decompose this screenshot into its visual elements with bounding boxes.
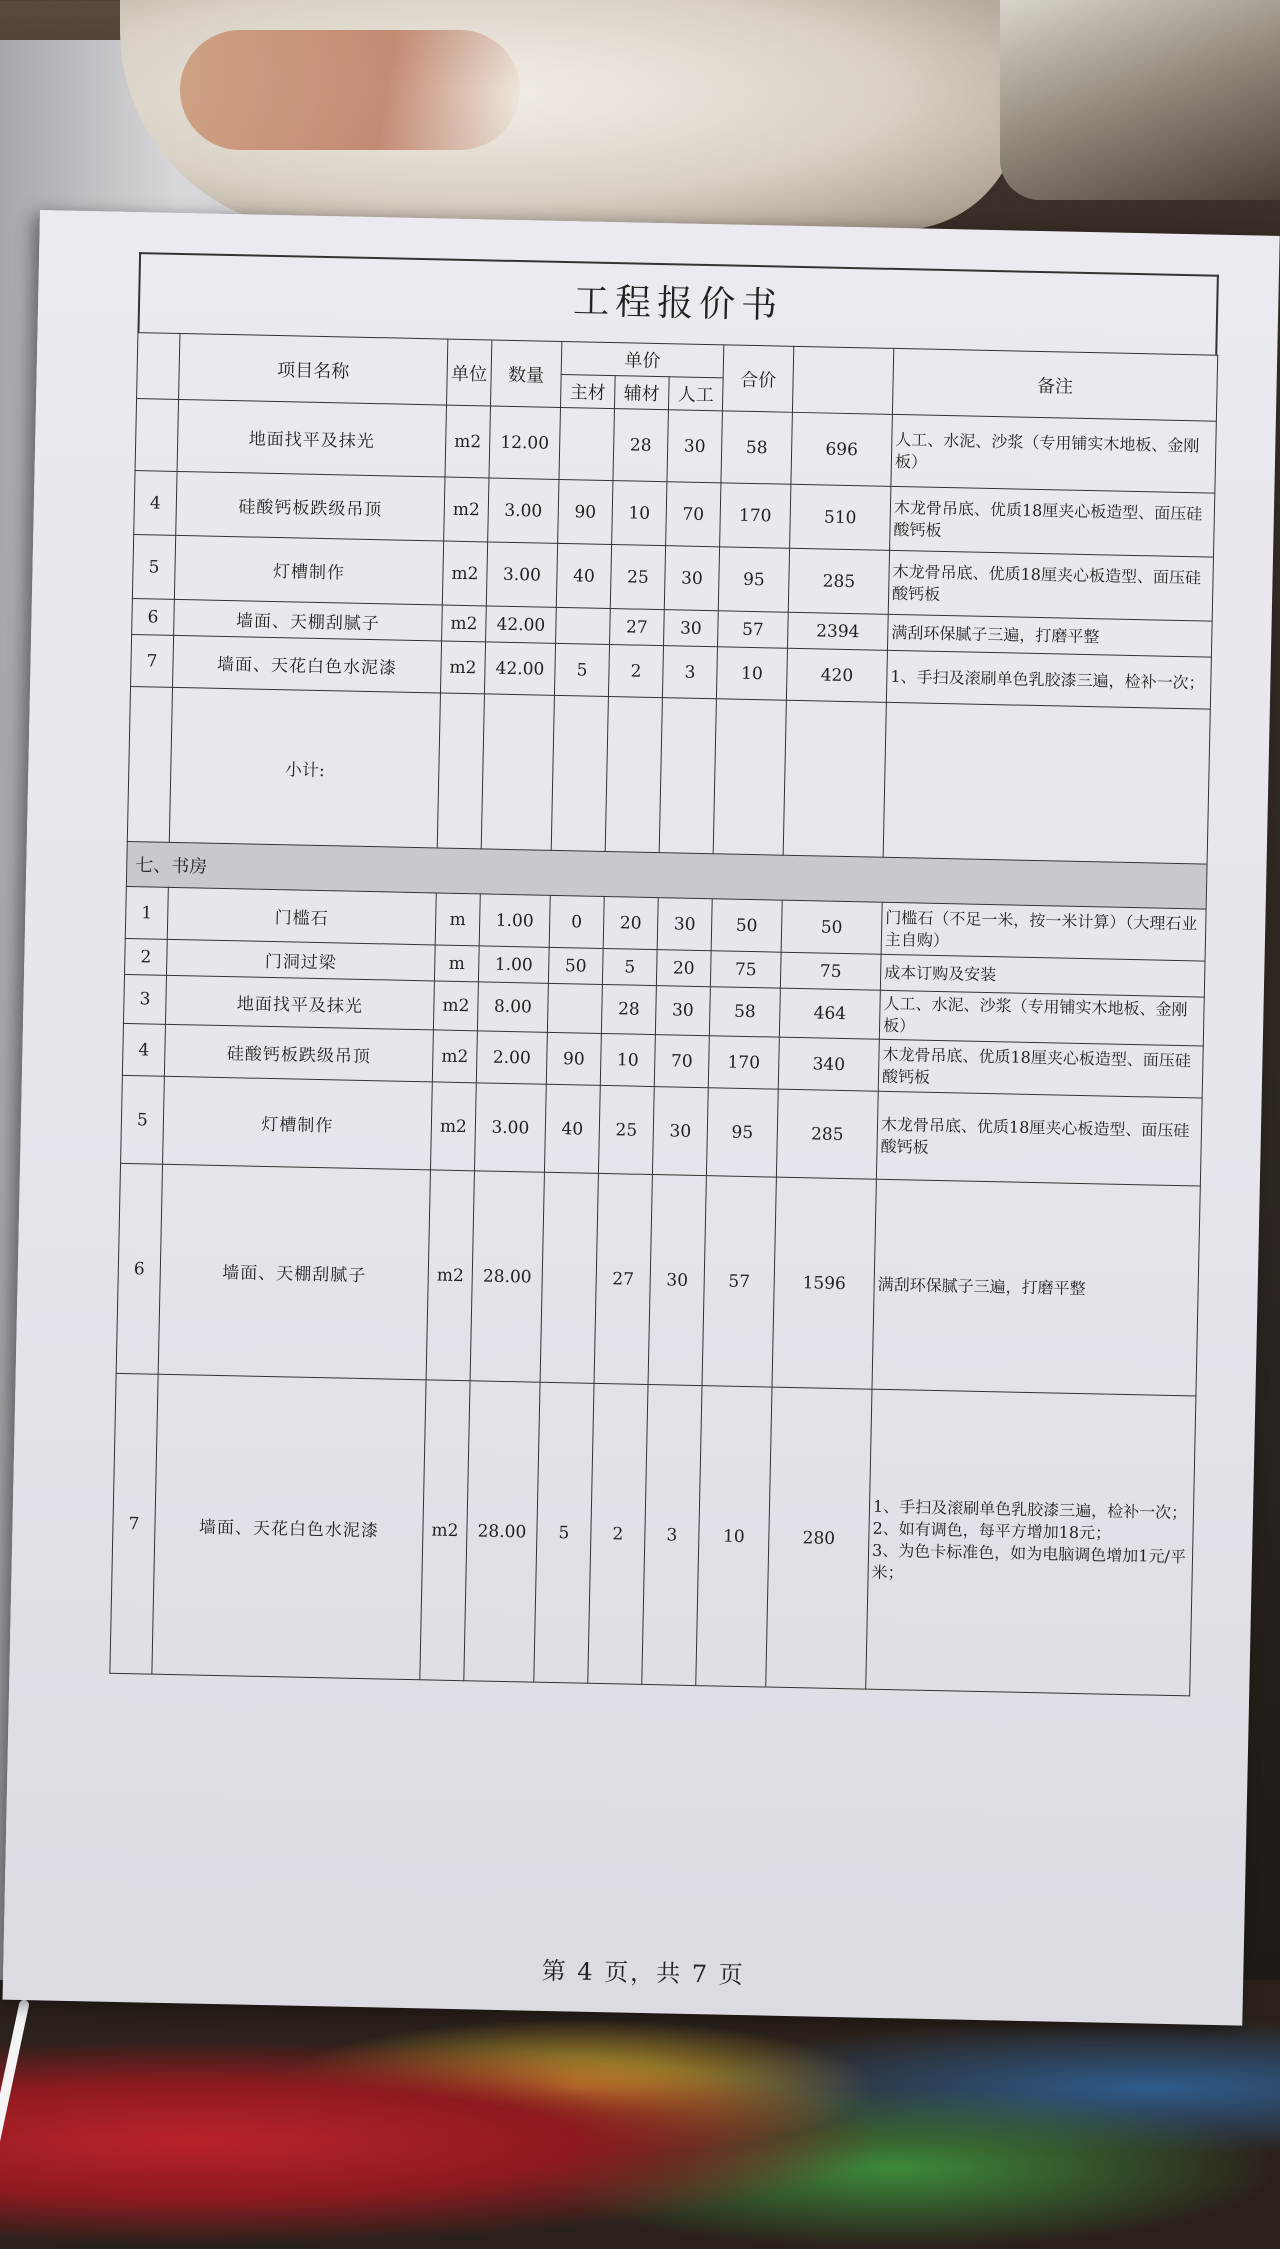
item-name-cell: 灯槽制作 xyxy=(174,535,443,605)
remarks-cell: 木龙骨吊底、优质18厘夹心板造型、面压硅酸钙板 xyxy=(878,1039,1203,1098)
row-number-cell: 4 xyxy=(122,1023,165,1076)
document-title: 工程报价书 xyxy=(137,252,1218,355)
unit-total-cell: 95 xyxy=(706,1088,778,1177)
item-name-cell: 墙面、天棚刮腻子 xyxy=(174,599,443,641)
unit-total-cell: 58 xyxy=(721,411,792,484)
subtotal-no xyxy=(127,687,172,843)
unit-cell: m2 xyxy=(440,641,485,694)
row-number-cell: 5 xyxy=(121,1075,165,1164)
item-name-cell: 硅酸钙板跌级吊顶 xyxy=(176,471,445,541)
quantity-cell: 1.00 xyxy=(478,946,549,983)
subtotal-label: 小计: xyxy=(169,687,440,848)
item-name-cell: 灯槽制作 xyxy=(163,1076,433,1170)
subtotal-cell xyxy=(437,693,484,849)
quantity-cell: 3.00 xyxy=(486,542,557,607)
main-material-price-cell: 50 xyxy=(548,947,603,984)
header-unit-price: 单价 xyxy=(561,341,724,377)
main-material-price-cell: 5 xyxy=(554,643,609,696)
labor-price-cell: 3 xyxy=(662,646,717,699)
main-material-price-cell xyxy=(540,1172,598,1383)
remarks-cell: 1、手扫及滚刷单色乳胶漆三遍，检补一次； xyxy=(886,650,1211,709)
subtotal-cell xyxy=(883,702,1210,864)
main-material-price-cell: 90 xyxy=(546,1032,601,1085)
subtotal-cell xyxy=(713,699,786,855)
quantity-cell: 28.00 xyxy=(470,1171,544,1382)
unit-cell: m2 xyxy=(430,1082,476,1171)
unit-total-cell: 58 xyxy=(709,987,780,1037)
main-material-price-cell: 5 xyxy=(534,1382,594,1683)
labor-price-cell: 30 xyxy=(648,1175,706,1386)
amount-cell: 75 xyxy=(780,952,881,990)
aux-material-price-cell: 2 xyxy=(608,645,663,698)
labor-price-cell: 20 xyxy=(656,950,711,987)
item-name-cell: 墙面、天花白色水泥漆 xyxy=(152,1374,426,1680)
amount-cell: 285 xyxy=(776,1089,878,1179)
unit-cell: m2 xyxy=(442,541,487,606)
aux-material-price-cell: 25 xyxy=(610,545,665,610)
labor-price-cell: 70 xyxy=(654,1035,709,1088)
subtotal-cell xyxy=(481,694,554,850)
row-number-cell: 7 xyxy=(131,635,174,688)
item-name-cell: 墙面、天花白色水泥漆 xyxy=(173,635,442,693)
quantity-cell: 42.00 xyxy=(484,642,555,695)
aux-material-price-cell: 28 xyxy=(601,984,656,1034)
unit-cell: m2 xyxy=(445,405,490,478)
remarks-cell: 门槛石（不足一米，按一米计算）（大理石业主自购） xyxy=(881,902,1206,961)
section1-body xyxy=(131,399,1217,710)
remarks-cell: 人工、水泥、沙浆（专用铺实木地板、金刚板） xyxy=(891,414,1216,493)
unit-cell: m xyxy=(434,945,479,982)
unit-cell: m2 xyxy=(420,1380,470,1681)
remarks-cell: 木龙骨吊底、优质18厘夹心板造型、面压硅酸钙板 xyxy=(876,1091,1202,1186)
quantity-cell: 28.00 xyxy=(464,1381,540,1682)
remarks-cell: 人工、水泥、沙浆（专用铺实木地板、金刚板） xyxy=(879,990,1204,1046)
aux-material-price-cell: 20 xyxy=(603,896,658,949)
subtotal-row xyxy=(127,687,1210,865)
amount-cell: 285 xyxy=(788,548,889,614)
row-number-cell: 2 xyxy=(125,938,168,975)
aux-material-price-cell: 27 xyxy=(610,609,665,646)
remarks-cell: 1、手扫及滚刷单色乳胶漆三遍，检补一次； 2、如有调色，每平方增加18元； 3、为色卡标准色，如为电脑调色增加1元/平米； xyxy=(866,1389,1196,1696)
amount-cell: 420 xyxy=(786,648,887,702)
unit-total-cell: 10 xyxy=(696,1386,772,1687)
item-name-cell: 门洞过梁 xyxy=(167,939,436,981)
unit-cell: m2 xyxy=(442,605,487,642)
header-remarks: 备注 xyxy=(892,348,1217,421)
main-material-price-cell xyxy=(556,607,611,644)
unit-cell: m2 xyxy=(444,477,489,542)
labor-price-cell: 30 xyxy=(652,1087,708,1176)
aux-material-price-cell: 10 xyxy=(612,481,667,546)
quantity-cell: 12.00 xyxy=(489,406,560,479)
row-number-cell: 7 xyxy=(110,1373,158,1674)
quantity-cell: 2.00 xyxy=(476,1031,547,1084)
row-number-cell xyxy=(135,399,178,472)
remarks-cell: 满刮环保腻子三遍，打磨平整 xyxy=(887,614,1212,657)
unit-total-cell: 10 xyxy=(716,647,787,700)
unit-total-cell: 170 xyxy=(720,483,791,548)
subtotal-cell xyxy=(659,698,716,854)
section2-body xyxy=(110,886,1206,1695)
background-object xyxy=(1000,0,1280,200)
item-name-cell: 墙面、天棚刮腻子 xyxy=(158,1164,430,1380)
header-main-material: 主材 xyxy=(560,374,615,408)
unit-total-cell: 50 xyxy=(711,899,782,952)
subtotal-cell xyxy=(551,695,608,851)
towel-pattern xyxy=(180,30,520,150)
amount-cell: 510 xyxy=(790,484,891,550)
section-title: 七、书房 xyxy=(126,841,1207,909)
quote-document xyxy=(109,252,1219,1990)
item-name-cell: 硅酸钙板跌级吊顶 xyxy=(164,1024,433,1082)
row-number-cell: 3 xyxy=(123,974,166,1024)
row-number-cell: 5 xyxy=(132,535,175,600)
quantity-cell: 1.00 xyxy=(479,894,550,947)
aux-material-price-cell: 25 xyxy=(598,1085,654,1174)
unit-total-cell: 57 xyxy=(718,611,789,648)
aux-material-price-cell: 5 xyxy=(602,948,657,985)
unit-cell: m2 xyxy=(432,1030,477,1083)
labor-price-cell: 30 xyxy=(664,546,719,611)
main-material-price-cell: 40 xyxy=(544,1084,600,1173)
table-row xyxy=(116,1163,1200,1396)
labor-price-cell: 3 xyxy=(642,1384,702,1685)
remarks-cell: 木龙骨吊底、优质18厘夹心板造型、面压硅酸钙板 xyxy=(890,486,1215,557)
unit-total-cell: 170 xyxy=(708,1036,779,1089)
page-footer: 第 4 页，共 7 页 xyxy=(541,1956,746,1990)
main-material-price-cell: 90 xyxy=(558,479,613,544)
row-number-cell: 6 xyxy=(132,599,175,636)
header-total: 合价 xyxy=(722,345,793,412)
item-name-cell: 门槛石 xyxy=(167,887,436,945)
aux-material-price-cell: 10 xyxy=(600,1033,655,1086)
aux-material-price-cell: 27 xyxy=(594,1173,652,1384)
main-material-price-cell: 0 xyxy=(549,895,604,948)
amount-cell: 1596 xyxy=(772,1177,876,1389)
amount-cell: 696 xyxy=(791,412,892,486)
header-quantity: 数量 xyxy=(490,340,561,407)
amount-cell: 280 xyxy=(766,1387,872,1689)
amount-cell: 50 xyxy=(781,900,882,954)
labor-price-cell: 30 xyxy=(667,410,723,483)
subtotal-cell xyxy=(783,700,886,857)
amount-cell: 464 xyxy=(779,988,880,1039)
row-number-cell: 6 xyxy=(116,1163,162,1374)
quote-table xyxy=(109,332,1218,1696)
subtotal-cell xyxy=(605,697,662,853)
main-material-price-cell xyxy=(547,983,602,1033)
quantity-cell: 3.00 xyxy=(488,478,559,543)
labor-price-cell: 30 xyxy=(657,898,712,951)
header-item-name: 项目名称 xyxy=(179,333,448,405)
labor-price-cell: 30 xyxy=(664,610,719,647)
row-number-cell: 1 xyxy=(125,886,168,939)
amount-cell: 2394 xyxy=(788,612,889,650)
amount-cell: 340 xyxy=(778,1037,879,1091)
row-number-cell: 4 xyxy=(134,471,177,536)
labor-price-cell: 30 xyxy=(655,986,710,1036)
quantity-cell: 8.00 xyxy=(477,982,548,1032)
header-unit: 单位 xyxy=(447,339,492,406)
header-amount xyxy=(792,346,893,414)
quantity-cell: 42.00 xyxy=(486,606,557,643)
main-material-price-cell: 40 xyxy=(556,543,611,608)
unit-total-cell: 57 xyxy=(702,1176,776,1387)
header-no xyxy=(137,333,180,400)
remarks-cell: 成本订购及安装 xyxy=(880,954,1205,997)
quantity-cell: 3.00 xyxy=(474,1083,546,1172)
aux-material-price-cell: 2 xyxy=(588,1383,648,1684)
aux-material-price-cell: 28 xyxy=(613,409,668,482)
remarks-cell: 木龙骨吊底、优质18厘夹心板造型、面压硅酸钙板 xyxy=(888,550,1213,621)
table-row xyxy=(110,1373,1196,1696)
unit-total-cell: 95 xyxy=(718,547,789,612)
unit-cell: m xyxy=(435,893,480,946)
unit-cell: m2 xyxy=(426,1170,474,1381)
unit-cell: m2 xyxy=(433,981,478,1031)
remarks-cell: 满刮环保腻子三遍，打磨平整 xyxy=(872,1179,1200,1396)
quote-sheet xyxy=(3,210,1280,2026)
labor-price-cell: 70 xyxy=(666,482,721,547)
subtotal-body xyxy=(126,687,1210,910)
header-aux-material: 辅材 xyxy=(614,376,669,410)
main-material-price-cell xyxy=(559,407,614,480)
item-name-cell: 地面找平及抹光 xyxy=(177,399,446,477)
header-labor: 人工 xyxy=(668,377,723,411)
item-name-cell: 地面找平及抹光 xyxy=(165,975,434,1030)
unit-total-cell: 75 xyxy=(710,951,781,988)
